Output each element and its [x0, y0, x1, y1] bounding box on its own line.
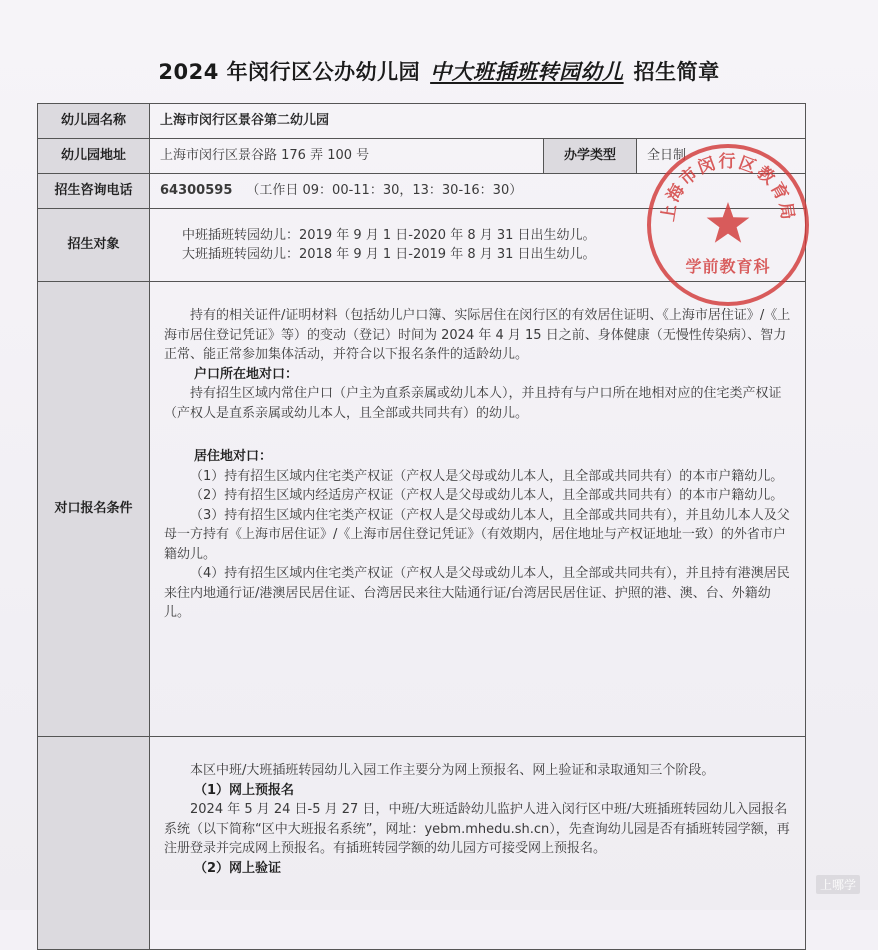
title-suffix: 招生简章 [633, 60, 720, 84]
row-kindergarten-name [38, 104, 806, 139]
page-title [0, 56, 878, 86]
process-cell [150, 737, 806, 950]
phone-cell [150, 174, 806, 209]
type-label: 办学类型 [544, 139, 637, 174]
admission-table [37, 103, 806, 950]
name-label: 幼儿园名称 [38, 104, 150, 139]
phone-hours: （工作日 09：00-11：30，13：30-16：30） [246, 183, 523, 199]
target-cell [150, 209, 806, 282]
residence-item-1: （1）持有招生区域内住宅类产权证（产权人是父母或幼儿本人，且全部或共同共有）的本市户籍幼儿。 [190, 468, 784, 484]
hukou-heading: 户口所在地对口： [194, 366, 299, 382]
row-address [38, 139, 806, 174]
name-value: 上海市闵行区景谷第二幼儿园 [150, 104, 806, 139]
process-intro: 本区中班/大班插班转园幼儿入园工作主要分为网上预报名、网上验证和录取通知三个阶段。 [190, 763, 715, 778]
row-phone [38, 174, 806, 209]
step1-heading: （1）网上预报名 [194, 782, 295, 798]
hukou-text: 持有招生区域内常住户口（户主为直系亲属或幼儿本人），并且持有与户口所在地相对应的住宅类产权证（产权人是直系亲属或幼儿本人，且全部或共同共有）的幼儿。 [164, 386, 782, 421]
residence-item-4: （4）持有招生区域内住宅类产权证（产权人是父母或幼儿本人，且全部或共同共有），并且持有港澳居民来往内地通行证/港澳居民居住证、台湾居民来往大陆通行证/台湾居民居住证、护照的港、澳、台、外籍幼儿。 [164, 566, 790, 620]
address-value: 上海市闵行区景谷路 176 弄 100 号 [150, 139, 544, 174]
type-value: 全日制 [637, 139, 806, 174]
title-emphasis: 中大班插班转园幼儿 [430, 60, 624, 84]
step1-text: 2024 年 5 月 24 日-5 月 27 日，中班/大班适龄幼儿监护人进入闵行区中班/大班插班转园幼儿入园报名系统（以下简称“区中大班报名系统”，网址：yebm.mhedu.sh.cn），先查询幼儿园是否有插班转园学额，再注册登录并完成网上预报名。有插班转园学额的幼儿园方可接受网上预报名。 [164, 802, 790, 856]
seal-top-text: 上海市闵行区教育局 [658, 152, 798, 223]
row-process [38, 737, 806, 950]
conditions-cell [150, 282, 806, 737]
seal-bottom-text: 学前教育科 [685, 257, 771, 276]
conditions-label: 对口报名条件 [38, 282, 150, 737]
phone-number: 64300595 [160, 183, 233, 199]
residence-item-2: （2）持有招生区域内经适房产权证（产权人是父母或幼儿本人，且全部或共同共有）的本市户籍幼儿。 [190, 488, 784, 503]
conditions-intro: 持有的相关证件/证明材料（包括幼儿户口簿、实际居住在闵行区的有效居住证明、《上海市居住证》/《上海市居住登记凭证》等）的变动（登记）时间为 2024 年 4 月 15 日之前、身体健康（无慢性传染病）、智力正常、能正常参加集体活动，并符合以下报名条件的适龄幼儿。 [164, 308, 791, 362]
site-watermark: 上哪学 [816, 875, 860, 894]
address-label: 幼儿园地址 [38, 139, 150, 174]
target-label: 招生对象 [38, 209, 150, 282]
row-target [38, 209, 806, 282]
phone-label: 招生咨询电话 [38, 174, 150, 209]
title-prefix: 2024 年闵行区公办幼儿园 [158, 60, 421, 84]
step2-heading: （2）网上验证 [194, 860, 282, 876]
process-label [38, 737, 150, 950]
target-mid-class: 中班插班转园幼儿：2019 年 9 月 1 日-2020 年 8 月 31 日出生幼儿。 [182, 227, 596, 243]
spacer [164, 423, 791, 447]
target-big-class: 大班插班转园幼儿：2018 年 9 月 1 日-2019 年 8 月 31 日出生幼儿。 [182, 247, 596, 262]
row-conditions [38, 282, 806, 737]
residence-item-3: （3）持有招生区域内住宅类产权证（产权人是父母或幼儿本人，且全部或共同共有），并且幼儿本人及父母一方持有《上海市居住证》/《上海市居住登记凭证》（有效期内，居住地址与产权证地址一致）的外省市户籍幼儿。 [164, 507, 790, 562]
residence-heading: 居住地对口： [194, 449, 273, 464]
